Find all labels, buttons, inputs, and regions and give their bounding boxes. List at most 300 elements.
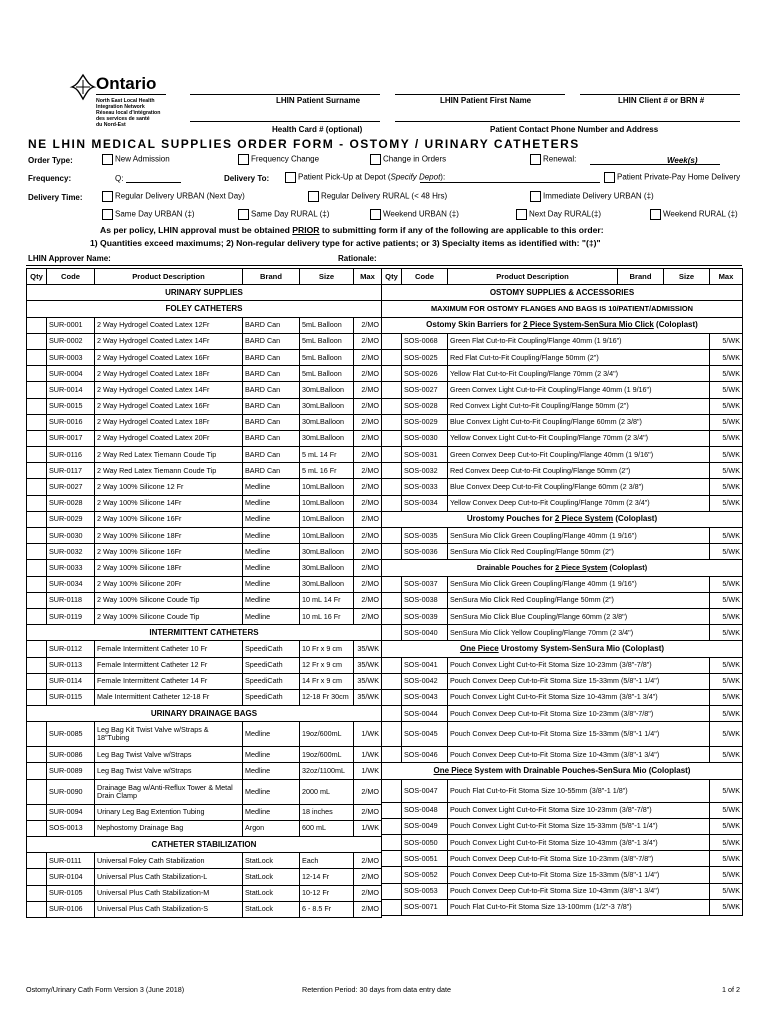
renewal-weeks-field[interactable]: [590, 164, 720, 165]
qty-cell[interactable]: [27, 820, 47, 836]
same-day-urban-checkbox[interactable]: [102, 209, 113, 220]
description-cell: Male Intermittent Catheter 12-18 Fr: [95, 689, 243, 705]
size-cell: 19oz/600mL: [300, 722, 354, 747]
qty-cell[interactable]: [382, 447, 402, 463]
description-cell: 2 Way 100% Silicone Coude Tip: [95, 592, 243, 608]
qty-cell[interactable]: [382, 835, 402, 851]
code-cell: SOS-0053: [402, 883, 448, 899]
table-row: [27, 901, 382, 917]
qty-cell[interactable]: [382, 747, 402, 763]
description-cell: SenSura Mio Click Red Coupling/Flange 50mm (2"): [448, 544, 710, 560]
max-cell: 2/MO: [354, 382, 382, 398]
brand-cell: Medline: [243, 592, 300, 608]
frequency-q-label: Q:: [115, 174, 124, 183]
new-admission-option[interactable]: New Admission: [102, 154, 170, 165]
code-cell: SOS-0044: [402, 706, 448, 722]
qty-cell[interactable]: [27, 608, 47, 624]
qty-cell[interactable]: [382, 430, 402, 446]
qty-cell[interactable]: [27, 382, 47, 398]
qty-cell[interactable]: [382, 382, 402, 398]
size-cell: 30mLBalloon: [300, 382, 354, 398]
immediate-urban-checkbox[interactable]: [530, 191, 541, 202]
footer-page: 1 of 2: [722, 985, 740, 994]
table-row: [382, 576, 743, 592]
ontario-logo: [68, 70, 178, 138]
approver-name-label: LHIN Approver Name:: [28, 254, 111, 263]
weekend-rural-checkbox[interactable]: [650, 209, 661, 220]
description-cell: Pouch Flat Cut-to-Fit Stoma Size 10-55mm (3/8"-1 1/8"): [448, 779, 710, 802]
max-cell: 35/WK: [354, 641, 382, 657]
table-row: [27, 479, 382, 495]
description-cell: Urinary Leg Bag Extention Tubing: [95, 804, 243, 820]
qty-cell[interactable]: [27, 901, 47, 917]
description-cell: Green Flat Cut-to-Fit Coupling/Flange 40mm (1 9/16"): [448, 333, 710, 349]
code-cell: SUR-0085: [47, 722, 95, 747]
qty-cell[interactable]: [382, 867, 402, 883]
qty-cell[interactable]: [382, 706, 402, 722]
next-day-rural-option[interactable]: Next Day RURAL(‡): [516, 209, 601, 220]
max-cell: 5/WK: [710, 706, 743, 722]
qty-cell[interactable]: [382, 802, 402, 818]
table-row: [27, 641, 382, 657]
description-cell: Pouch Convex Deep Cut-to-Fit Stoma Size 10-43mm (3/8"-1 3/4"): [448, 747, 710, 763]
code-cell: SUR-0032: [47, 544, 95, 560]
regular-urban-option[interactable]: Regular Delivery URBAN (Next Day): [102, 191, 245, 202]
qty-cell[interactable]: [27, 689, 47, 705]
code-cell: SUR-0115: [47, 689, 95, 705]
renewal-option[interactable]: Renewal:: [530, 154, 576, 165]
description-cell: Green Convex Deep Cut-to-Fit Coupling/Flange 40mm (1 9/16"): [448, 447, 710, 463]
brand-cell: Medline: [243, 804, 300, 820]
table-row: [27, 430, 382, 446]
description-cell: Universal Foley Cath Stabilization: [95, 853, 243, 869]
qty-cell[interactable]: [27, 885, 47, 901]
qty-cell[interactable]: [27, 463, 47, 479]
max-cell: 5/WK: [710, 883, 743, 899]
description-cell: Leg Bag Twist Valve w/Straps: [95, 747, 243, 763]
frequency-label: Frequency:: [28, 174, 72, 183]
description-cell: 2 Way Hydrogel Coated Latex 14Fr: [95, 333, 243, 349]
qty-cell[interactable]: [27, 398, 47, 414]
code-cell: SUR-0028: [47, 495, 95, 511]
description-cell: Nephostomy Drainage Bag: [95, 820, 243, 836]
max-cell: 2/MO: [354, 366, 382, 382]
table-row: [382, 592, 743, 608]
description-cell: Pouch Convex Deep Cut-to-Fit Stoma Size 10-43mm (3/8"-1 3/4"): [448, 883, 710, 899]
size-cell: 5 mL 14 Fr: [300, 447, 354, 463]
table-row: [27, 706, 382, 722]
qty-cell[interactable]: [382, 366, 402, 382]
brand-cell: Argon: [243, 820, 300, 836]
description-cell: 2 Way 100% Silicone 20Fr: [95, 576, 243, 592]
qty-cell[interactable]: [27, 333, 47, 349]
qty-cell[interactable]: [382, 625, 402, 641]
max-cell: 5/WK: [710, 544, 743, 560]
frequency-change-checkbox[interactable]: [238, 154, 249, 165]
max-cell: 2/MO: [354, 592, 382, 608]
brand-cell: Medline: [243, 763, 300, 779]
description-cell: Yellow Flat Cut-to-Fit Coupling/Flange 70mm (2 3/4"): [448, 366, 710, 382]
frequency-change-option[interactable]: Frequency Change: [238, 154, 319, 165]
depot-checkbox[interactable]: [285, 172, 296, 183]
qty-cell[interactable]: [382, 495, 402, 511]
client-number-field[interactable]: [580, 90, 740, 95]
max-cell: 2/MO: [354, 430, 382, 446]
code-cell: SOS-0032: [402, 463, 448, 479]
max-cell: 5/WK: [710, 414, 743, 430]
brand-cell: Medline: [243, 528, 300, 544]
size-cell: 30mLBalloon: [300, 560, 354, 576]
table-row: [382, 608, 743, 624]
max-cell: 5/WK: [710, 592, 743, 608]
size-cell: 10-12 Fr: [300, 885, 354, 901]
table-row: [382, 883, 743, 899]
max-cell: 2/MO: [354, 463, 382, 479]
description-cell: Female Intermittent Catheter 10 Fr: [95, 641, 243, 657]
max-cell: 2/MO: [354, 576, 382, 592]
max-cell: 5/WK: [710, 495, 743, 511]
qty-cell[interactable]: [27, 722, 47, 747]
column-header: Max: [354, 269, 382, 285]
qty-cell[interactable]: [382, 608, 402, 624]
qty-cell[interactable]: [382, 463, 402, 479]
regular-urban-checkbox[interactable]: [102, 191, 113, 202]
max-cell: 1/WK: [354, 820, 382, 836]
qty-cell[interactable]: [27, 592, 47, 608]
qty-cell[interactable]: [382, 818, 402, 834]
qty-cell[interactable]: [382, 657, 402, 673]
qty-cell[interactable]: [382, 883, 402, 899]
code-cell: SUR-0034: [47, 576, 95, 592]
brand-cell: BARD Can: [243, 382, 300, 398]
description-cell: Leg Bag Kit Twist Valve w/Straps & 18"Tubing: [95, 722, 243, 747]
health-card-field[interactable]: [190, 117, 380, 122]
max-cell: 2/MO: [354, 608, 382, 624]
brand-cell: BARD Can: [243, 463, 300, 479]
description-cell: 2 Way 100% Silicone 18Fr: [95, 560, 243, 576]
code-cell: SOS-0071: [402, 899, 448, 915]
table-row: [27, 885, 382, 901]
qty-cell[interactable]: [27, 317, 47, 333]
brand-cell: Medline: [243, 747, 300, 763]
max-cell: 2/MO: [354, 447, 382, 463]
qty-cell[interactable]: [382, 398, 402, 414]
max-cell: 5/WK: [710, 835, 743, 851]
qty-cell[interactable]: [27, 430, 47, 446]
renewal-checkbox[interactable]: [530, 154, 541, 165]
brand-cell: SpeediCath: [243, 689, 300, 705]
qty-cell[interactable]: [27, 869, 47, 885]
depot-field[interactable]: [420, 182, 600, 183]
qty-cell[interactable]: [27, 366, 47, 382]
subsection-heading: Drainable Pouches for 2 Piece System (Coloplast): [382, 560, 743, 576]
max-cell: 5/WK: [710, 430, 743, 446]
size-cell: 32oz/1100mL: [300, 763, 354, 779]
description-cell: Blue Convex Deep Cut-to-Fit Coupling/Flange 60mm (2 3/8"): [448, 479, 710, 495]
qty-cell[interactable]: [382, 528, 402, 544]
same-day-rural-checkbox[interactable]: [238, 209, 249, 220]
brand-cell: BARD Can: [243, 317, 300, 333]
column-header: Max: [710, 269, 743, 285]
column-header: Code: [402, 269, 448, 285]
next-day-rural-checkbox[interactable]: [516, 209, 527, 220]
size-cell: 6 - 8.5 Fr: [300, 901, 354, 917]
description-cell: Universal Plus Cath Stabilization-S: [95, 901, 243, 917]
table-row: [27, 763, 382, 779]
size-cell: 30mLBalloon: [300, 398, 354, 414]
column-header: Qty: [27, 269, 47, 285]
size-cell: 5 mL 16 Fr: [300, 463, 354, 479]
qty-cell[interactable]: [382, 349, 402, 365]
qty-cell[interactable]: [27, 528, 47, 544]
change-in-orders-checkbox[interactable]: [370, 154, 381, 165]
qty-cell[interactable]: [27, 853, 47, 869]
code-cell: SOS-0038: [402, 592, 448, 608]
max-cell: 5/WK: [710, 333, 743, 349]
patient-surname-label: LHIN Patient Surname: [276, 96, 361, 105]
max-cell: 5/WK: [710, 818, 743, 834]
table-row: [382, 625, 743, 641]
rationale-label: Rationale:: [338, 254, 377, 263]
code-cell: SUR-0017: [47, 430, 95, 446]
description-cell: Universal Plus Cath Stabilization-M: [95, 885, 243, 901]
qty-cell[interactable]: [382, 722, 402, 747]
size-cell: 2000 mL: [300, 779, 354, 804]
table-row: [27, 853, 382, 869]
table-row: [382, 657, 743, 673]
max-cell: 35/WK: [354, 689, 382, 705]
qty-cell[interactable]: [27, 673, 47, 689]
code-cell: SUR-0116: [47, 447, 95, 463]
max-cell: 2/MO: [354, 349, 382, 365]
new-admission-checkbox[interactable]: [102, 154, 113, 165]
code-cell: SOS-0040: [402, 625, 448, 641]
code-cell: SUR-0104: [47, 869, 95, 885]
qty-cell[interactable]: [27, 560, 47, 576]
frequency-q-field[interactable]: [126, 182, 181, 183]
description-cell: 2 Way Hydrogel Coated Latex 14Fr: [95, 382, 243, 398]
description-cell: Drainage Bag w/Anti-Reflux Tower & Metal Drain Clamp: [95, 779, 243, 804]
private-pay-option[interactable]: Patient Private-Pay Home Delivery: [604, 172, 740, 183]
brand-cell: BARD Can: [243, 414, 300, 430]
description-cell: Pouch Convex Light Cut-to-Fit Stoma Size 10-43mm (3/8"-1 3/4"): [448, 835, 710, 851]
ostomy-supplies-table: [381, 268, 743, 916]
table-row: [27, 804, 382, 820]
max-cell: 5/WK: [710, 722, 743, 747]
weekend-urban-checkbox[interactable]: [370, 209, 381, 220]
description-cell: Yellow Convex Light Cut-to-Fit Coupling/Flange 70mm (2 3/4"): [448, 430, 710, 446]
qty-cell[interactable]: [27, 641, 47, 657]
code-cell: SOS-0035: [402, 528, 448, 544]
code-cell: SUR-0114: [47, 673, 95, 689]
table-row: [27, 333, 382, 349]
patient-first-name-field[interactable]: [395, 90, 565, 95]
description-cell: Pouch Convex Deep Cut-to-Fit Stoma Size 10-23mm (3/8"-7/8"): [448, 851, 710, 867]
max-cell: 5/WK: [710, 689, 743, 705]
same-day-urban-option[interactable]: Same Day URBAN (‡): [102, 209, 195, 220]
qty-cell[interactable]: [382, 479, 402, 495]
code-cell: SOS-0028: [402, 398, 448, 414]
weekend-rural-option[interactable]: Weekend RURAL (‡): [650, 209, 738, 220]
table-row: [382, 706, 743, 722]
qty-cell[interactable]: [382, 899, 402, 915]
table-row: [382, 528, 743, 544]
code-cell: SUR-0112: [47, 641, 95, 657]
column-header: Product Description: [95, 269, 243, 285]
regular-rural-checkbox[interactable]: [308, 191, 319, 202]
brand-cell: SpeediCath: [243, 657, 300, 673]
max-cell: 5/WK: [710, 851, 743, 867]
size-cell: 5mL Balloon: [300, 333, 354, 349]
max-cell: 2/MO: [354, 511, 382, 527]
description-cell: Leg Bag Twist Valve w/Straps: [95, 763, 243, 779]
table-header-row: [382, 269, 743, 285]
table-row: [382, 366, 743, 382]
table-row: [382, 463, 743, 479]
qty-cell[interactable]: [382, 592, 402, 608]
table-row: [27, 495, 382, 511]
brand-cell: Medline: [243, 722, 300, 747]
description-cell: Red Convex Light Cut-to-Fit Coupling/Flange 50mm (2"): [448, 398, 710, 414]
max-cell: 2/MO: [354, 885, 382, 901]
description-cell: Pouch Convex Deep Cut-to-Fit Stoma Size 15-33mm (5/8"-1 1/4"): [448, 673, 710, 689]
description-cell: Pouch Flat Cut-to-Fit Stoma Size 13-100mm (1/2"-3 7/8"): [448, 899, 710, 915]
subsection-heading: One Piece System with Drainable Pouches-SenSura Mio (Coloplast): [382, 763, 743, 779]
max-cell: 2/MO: [354, 804, 382, 820]
code-cell: SOS-0047: [402, 779, 448, 802]
change-in-orders-option[interactable]: Change in Orders: [370, 154, 446, 165]
code-cell: SUR-0118: [47, 592, 95, 608]
code-cell: SOS-0045: [402, 722, 448, 747]
code-cell: SUR-0027: [47, 479, 95, 495]
subsection-heading: One Piece Urostomy System-SenSura Mio (Coloplast): [382, 641, 743, 657]
qty-cell[interactable]: [27, 479, 47, 495]
private-pay-checkbox[interactable]: [604, 172, 615, 183]
qty-cell[interactable]: [27, 657, 47, 673]
max-cell: 5/WK: [710, 528, 743, 544]
code-cell: SOS-0052: [402, 867, 448, 883]
max-cell: 2/MO: [354, 560, 382, 576]
code-cell: SOS-0037: [402, 576, 448, 592]
code-cell: SUR-0111: [47, 853, 95, 869]
brand-cell: Medline: [243, 576, 300, 592]
code-cell: SUR-0015: [47, 398, 95, 414]
qty-cell[interactable]: [27, 576, 47, 592]
brand-cell: Medline: [243, 779, 300, 804]
code-cell: SUR-0004: [47, 366, 95, 382]
qty-cell[interactable]: [27, 447, 47, 463]
code-cell: SUR-0003: [47, 349, 95, 365]
qty-cell[interactable]: [27, 495, 47, 511]
column-header: Brand: [618, 269, 664, 285]
description-cell: 2 Way 100% Silicone 16Fr: [95, 511, 243, 527]
qty-cell[interactable]: [382, 333, 402, 349]
description-cell: Red Flat Cut-to-Fit Coupling/Flange 50mm (2"): [448, 349, 710, 365]
table-row: [382, 779, 743, 802]
description-cell: Pouch Convex Light Cut-to-Fit Stoma Size 10-23mm (3/8"-7/8"): [448, 657, 710, 673]
same-day-rural-option[interactable]: Same Day RURAL (‡): [238, 209, 329, 220]
table-row: [27, 837, 382, 853]
description-cell: SenSura Mio Click Red Coupling/Flange 50mm (2"): [448, 592, 710, 608]
ontario-wordmark: Ontario: [96, 74, 157, 93]
policy-line-1: As per policy, LHIN approval must be obtained PRIOR to submitting form if any of the following are applicable to this order:: [100, 225, 604, 235]
qty-cell[interactable]: [27, 804, 47, 820]
max-cell: 5/WK: [710, 382, 743, 398]
table-row: [382, 641, 743, 657]
qty-cell[interactable]: [27, 544, 47, 560]
code-cell: SOS-0042: [402, 673, 448, 689]
qty-cell[interactable]: [382, 851, 402, 867]
delivery-time-label: Delivery Time:: [28, 193, 83, 202]
brand-cell: Medline: [243, 511, 300, 527]
column-header: Product Description: [448, 269, 618, 285]
code-cell: SUR-0105: [47, 885, 95, 901]
code-cell: SOS-0050: [402, 835, 448, 851]
patient-surname-field[interactable]: [190, 90, 380, 95]
code-cell: SOS-0043: [402, 689, 448, 705]
column-header: Size: [300, 269, 354, 285]
health-card-label: Health Card # (optional): [272, 125, 363, 134]
urinary-supplies-table: [26, 268, 382, 918]
table-row: [382, 560, 743, 576]
table-row: [27, 382, 382, 398]
table-row: [27, 608, 382, 624]
max-cell: 5/WK: [710, 608, 743, 624]
max-cell: 5/WK: [710, 398, 743, 414]
immediate-urban-option[interactable]: Immediate Delivery URBAN (‡): [530, 191, 654, 202]
qty-cell[interactable]: [382, 689, 402, 705]
table-row: [27, 560, 382, 576]
trillium-icon: [68, 72, 98, 102]
qty-cell[interactable]: [27, 763, 47, 779]
max-cell: 5/WK: [710, 576, 743, 592]
table-row: [382, 722, 743, 747]
section-heading: URINARY DRAINAGE BAGS: [27, 706, 382, 722]
qty-cell[interactable]: [382, 673, 402, 689]
qty-cell[interactable]: [27, 414, 47, 430]
max-cell: 5/WK: [710, 867, 743, 883]
qty-cell[interactable]: [382, 779, 402, 802]
depot-option[interactable]: Patient Pick-Up at Depot (Specify Depot):: [285, 172, 445, 183]
code-cell: SOS-0049: [402, 818, 448, 834]
qty-cell[interactable]: [382, 544, 402, 560]
size-cell: 14 Fr x 9 cm: [300, 673, 354, 689]
max-cell: 2/MO: [354, 479, 382, 495]
table-row: [27, 301, 382, 317]
description-cell: 2 Way Hydrogel Coated Latex 16Fr: [95, 349, 243, 365]
qty-cell[interactable]: [27, 747, 47, 763]
regular-rural-option[interactable]: Regular Delivery RURAL (< 48 Hrs): [308, 191, 447, 202]
size-cell: 5mL Balloon: [300, 349, 354, 365]
code-cell: SUR-0086: [47, 747, 95, 763]
weekend-urban-option[interactable]: Weekend URBAN (‡): [370, 209, 459, 220]
table-row: [382, 301, 743, 317]
qty-cell[interactable]: [27, 779, 47, 804]
description-cell: 2 Way 100% Silicone 12 Fr: [95, 479, 243, 495]
subsection-heading: Ostomy Skin Barriers for 2 Piece System-SenSura Mio Click (Coloplast): [382, 317, 743, 333]
qty-cell[interactable]: [27, 511, 47, 527]
qty-cell[interactable]: [382, 414, 402, 430]
qty-cell[interactable]: [27, 349, 47, 365]
qty-cell[interactable]: [382, 576, 402, 592]
table-row: [27, 349, 382, 365]
description-cell: SenSura Mio Click Green Coupling/Flange 40mm (1 9/16"): [448, 528, 710, 544]
size-cell: 10 mL 14 Fr: [300, 592, 354, 608]
phone-address-field[interactable]: [395, 117, 740, 122]
delivery-to-label: Delivery To:: [224, 174, 270, 183]
code-cell: SOS-0027: [402, 382, 448, 398]
table-row: [27, 722, 382, 747]
